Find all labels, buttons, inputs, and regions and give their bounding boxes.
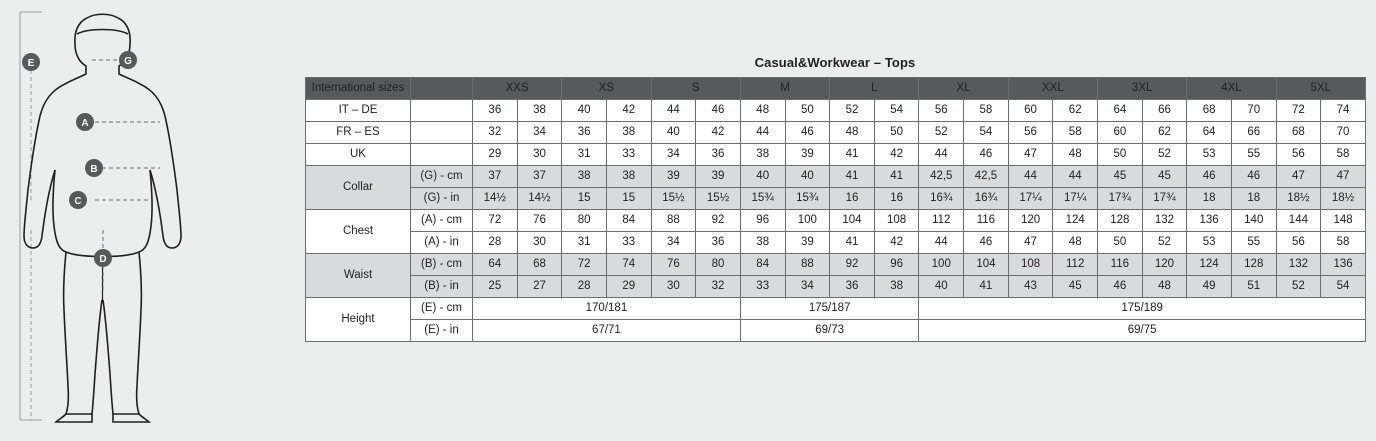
cell-value: 25 bbox=[473, 276, 518, 298]
cell-value: 29 bbox=[473, 144, 518, 166]
cell-value: 41 bbox=[830, 166, 875, 188]
cell-value: 104 bbox=[830, 210, 875, 232]
table-row bbox=[306, 100, 1366, 122]
cell-value-grouped: 69/73 bbox=[740, 320, 919, 342]
cell-value: 52 bbox=[1276, 276, 1321, 298]
cell-value: 60 bbox=[1098, 122, 1143, 144]
cell-value: 42,5 bbox=[919, 166, 964, 188]
cell-value: 70 bbox=[1231, 100, 1276, 122]
cell-value: 44 bbox=[919, 144, 964, 166]
row-sublabel: (E) - in bbox=[411, 320, 473, 342]
cell-value: 38 bbox=[740, 144, 785, 166]
cell-value: 39 bbox=[785, 232, 830, 254]
row-label: FR – ES bbox=[306, 122, 411, 144]
cell-value: 84 bbox=[606, 210, 651, 232]
header-size-xs: XS bbox=[562, 78, 651, 100]
cell-value: 124 bbox=[1187, 254, 1232, 276]
cell-value: 56 bbox=[919, 100, 964, 122]
table-row bbox=[306, 122, 1366, 144]
cell-value: 54 bbox=[964, 122, 1009, 144]
cell-value: 88 bbox=[785, 254, 830, 276]
cell-value: 30 bbox=[517, 232, 562, 254]
table-header-row bbox=[306, 78, 1366, 100]
cell-value: 41 bbox=[964, 276, 1009, 298]
cell-value: 104 bbox=[964, 254, 1009, 276]
cell-value: 18 bbox=[1187, 188, 1232, 210]
cell-value: 47 bbox=[1008, 232, 1053, 254]
cell-value: 15 bbox=[562, 188, 607, 210]
table-row bbox=[306, 144, 1366, 166]
table-body bbox=[306, 100, 1366, 342]
cell-value: 62 bbox=[1142, 122, 1187, 144]
cell-value: 74 bbox=[1321, 100, 1366, 122]
row-label: Chest bbox=[306, 210, 411, 254]
cell-value: 88 bbox=[651, 210, 696, 232]
cell-value: 132 bbox=[1142, 210, 1187, 232]
cell-value: 44 bbox=[919, 232, 964, 254]
table-row bbox=[306, 254, 1366, 276]
cell-value: 46 bbox=[785, 122, 830, 144]
table-header bbox=[306, 78, 1366, 100]
cell-value: 37 bbox=[473, 166, 518, 188]
cell-value: 108 bbox=[1008, 254, 1053, 276]
svg-text:A: A bbox=[81, 118, 89, 129]
cell-value: 46 bbox=[1187, 166, 1232, 188]
cell-value-grouped: 69/75 bbox=[919, 320, 1365, 342]
cell-value: 108 bbox=[874, 210, 919, 232]
cell-value: 45 bbox=[1098, 166, 1143, 188]
cell-value: 116 bbox=[964, 210, 1009, 232]
cell-value: 58 bbox=[1321, 232, 1366, 254]
cell-value: 96 bbox=[874, 254, 919, 276]
cell-value: 140 bbox=[1231, 210, 1276, 232]
cell-value: 136 bbox=[1187, 210, 1232, 232]
cell-value: 56 bbox=[1008, 122, 1053, 144]
table-row bbox=[306, 232, 1366, 254]
header-size-4xl: 4XL bbox=[1187, 78, 1276, 100]
cell-value: 51 bbox=[1231, 276, 1276, 298]
cell-value: 52 bbox=[1142, 232, 1187, 254]
cell-value: 66 bbox=[1231, 122, 1276, 144]
cell-value: 92 bbox=[696, 210, 741, 232]
cell-value: 53 bbox=[1187, 232, 1232, 254]
cell-value: 14½ bbox=[473, 188, 518, 210]
cell-value: 14½ bbox=[517, 188, 562, 210]
cell-value: 128 bbox=[1231, 254, 1276, 276]
cell-value: 38 bbox=[517, 100, 562, 122]
cell-value: 37 bbox=[517, 166, 562, 188]
cell-value: 53 bbox=[1187, 144, 1232, 166]
cell-value: 27 bbox=[517, 276, 562, 298]
table-row bbox=[306, 188, 1366, 210]
cell-value: 33 bbox=[606, 232, 651, 254]
row-label: UK bbox=[306, 144, 411, 166]
cell-value: 52 bbox=[830, 100, 875, 122]
table-row bbox=[306, 320, 1366, 342]
cell-value: 96 bbox=[740, 210, 785, 232]
cell-value: 84 bbox=[740, 254, 785, 276]
cell-value: 48 bbox=[1053, 144, 1098, 166]
cell-value: 31 bbox=[562, 144, 607, 166]
row-sublabel: (B) - cm bbox=[411, 254, 473, 276]
cell-value-grouped: 175/189 bbox=[919, 298, 1365, 320]
cell-value: 46 bbox=[1231, 166, 1276, 188]
cell-value: 42,5 bbox=[964, 166, 1009, 188]
cell-value: 16 bbox=[874, 188, 919, 210]
cell-value: 58 bbox=[964, 100, 1009, 122]
cell-value: 50 bbox=[1098, 144, 1143, 166]
cell-value: 42 bbox=[606, 100, 651, 122]
svg-text:C: C bbox=[74, 196, 82, 207]
cell-value: 16 bbox=[830, 188, 875, 210]
cell-value: 120 bbox=[1142, 254, 1187, 276]
row-sublabel: (A) - cm bbox=[411, 210, 473, 232]
cell-value: 41 bbox=[830, 144, 875, 166]
cell-value: 31 bbox=[562, 232, 607, 254]
cell-value: 50 bbox=[785, 100, 830, 122]
chart-title: Casual&Workwear – Tops bbox=[754, 55, 916, 70]
cell-value: 18½ bbox=[1321, 188, 1366, 210]
cell-value: 44 bbox=[1053, 166, 1098, 188]
cell-value: 18 bbox=[1231, 188, 1276, 210]
row-label: IT – DE bbox=[306, 100, 411, 122]
cell-value: 72 bbox=[473, 210, 518, 232]
row-sublabel bbox=[411, 100, 473, 122]
cell-value: 46 bbox=[1098, 276, 1143, 298]
cell-value: 72 bbox=[562, 254, 607, 276]
cell-value: 144 bbox=[1276, 210, 1321, 232]
row-sublabel bbox=[411, 122, 473, 144]
cell-value: 55 bbox=[1231, 144, 1276, 166]
cell-value: 136 bbox=[1321, 254, 1366, 276]
cell-value: 74 bbox=[606, 254, 651, 276]
cell-value: 40 bbox=[651, 122, 696, 144]
cell-value: 56 bbox=[1276, 144, 1321, 166]
cell-value: 76 bbox=[651, 254, 696, 276]
cell-value: 48 bbox=[740, 100, 785, 122]
cell-value: 28 bbox=[473, 232, 518, 254]
cell-value: 40 bbox=[740, 166, 785, 188]
cell-value: 38 bbox=[874, 276, 919, 298]
svg-text:E: E bbox=[27, 58, 35, 69]
cell-value: 34 bbox=[651, 144, 696, 166]
header-size-m: M bbox=[740, 78, 829, 100]
cell-value: 16¾ bbox=[919, 188, 964, 210]
cell-value: 112 bbox=[1053, 254, 1098, 276]
cell-value: 38 bbox=[606, 166, 651, 188]
cell-value: 29 bbox=[606, 276, 651, 298]
cell-value: 30 bbox=[651, 276, 696, 298]
cell-value: 34 bbox=[517, 122, 562, 144]
cell-value: 54 bbox=[874, 100, 919, 122]
cell-value: 47 bbox=[1321, 166, 1366, 188]
cell-value: 49 bbox=[1187, 276, 1232, 298]
cell-value: 43 bbox=[1008, 276, 1053, 298]
cell-value: 36 bbox=[830, 276, 875, 298]
svg-text:B: B bbox=[90, 164, 98, 175]
row-label: Waist bbox=[306, 254, 411, 298]
cell-value: 38 bbox=[740, 232, 785, 254]
cell-value: 50 bbox=[1098, 232, 1143, 254]
cell-value: 50 bbox=[874, 122, 919, 144]
cell-value: 112 bbox=[919, 210, 964, 232]
svg-text:G: G bbox=[124, 56, 132, 67]
row-sublabel: (G) - in bbox=[411, 188, 473, 210]
header-size-s: S bbox=[651, 78, 740, 100]
cell-value: 100 bbox=[785, 210, 830, 232]
cell-value: 44 bbox=[1008, 166, 1053, 188]
cell-value: 38 bbox=[562, 166, 607, 188]
cell-value: 52 bbox=[1142, 144, 1187, 166]
cell-value: 34 bbox=[785, 276, 830, 298]
cell-value: 36 bbox=[696, 144, 741, 166]
cell-value: 15½ bbox=[696, 188, 741, 210]
cell-value: 46 bbox=[696, 100, 741, 122]
row-sublabel: (E) - cm bbox=[411, 298, 473, 320]
cell-value: 100 bbox=[919, 254, 964, 276]
cell-value: 16¾ bbox=[964, 188, 1009, 210]
cell-value: 41 bbox=[874, 166, 919, 188]
cell-value: 80 bbox=[696, 254, 741, 276]
cell-value: 36 bbox=[473, 100, 518, 122]
table-row bbox=[306, 210, 1366, 232]
cell-value: 32 bbox=[473, 122, 518, 144]
cell-value: 33 bbox=[606, 144, 651, 166]
header-size-5xl: 5XL bbox=[1276, 78, 1365, 100]
size-table-area bbox=[305, 55, 1365, 342]
body-measurement-figure bbox=[0, 0, 300, 441]
cell-value: 34 bbox=[651, 232, 696, 254]
cell-value: 33 bbox=[740, 276, 785, 298]
cell-value: 40 bbox=[919, 276, 964, 298]
cell-value-grouped: 67/71 bbox=[473, 320, 741, 342]
cell-value: 45 bbox=[1053, 276, 1098, 298]
cell-value: 15¾ bbox=[785, 188, 830, 210]
cell-value: 58 bbox=[1321, 144, 1366, 166]
cell-value: 132 bbox=[1276, 254, 1321, 276]
cell-value: 46 bbox=[964, 144, 1009, 166]
cell-value: 42 bbox=[874, 144, 919, 166]
cell-value: 58 bbox=[1053, 122, 1098, 144]
cell-value: 40 bbox=[562, 100, 607, 122]
cell-value: 39 bbox=[785, 144, 830, 166]
cell-value: 44 bbox=[740, 122, 785, 144]
table-row bbox=[306, 298, 1366, 320]
cell-value-grouped: 170/181 bbox=[473, 298, 741, 320]
cell-value: 18½ bbox=[1276, 188, 1321, 210]
cell-value: 40 bbox=[785, 166, 830, 188]
cell-value: 70 bbox=[1321, 122, 1366, 144]
header-international-sizes: International sizes bbox=[306, 78, 411, 100]
header-size-xl: XL bbox=[919, 78, 1008, 100]
cell-value-grouped: 175/187 bbox=[740, 298, 919, 320]
row-sublabel: (G) - cm bbox=[411, 166, 473, 188]
svg-text:D: D bbox=[99, 254, 107, 265]
header-size-xxs: XXS bbox=[473, 78, 562, 100]
row-sublabel: (B) - in bbox=[411, 276, 473, 298]
header-size-xxl: XXL bbox=[1008, 78, 1097, 100]
cell-value: 44 bbox=[651, 100, 696, 122]
cell-value: 41 bbox=[830, 232, 875, 254]
cell-value: 17¼ bbox=[1053, 188, 1098, 210]
cell-value: 62 bbox=[1053, 100, 1098, 122]
cell-value: 15 bbox=[606, 188, 651, 210]
cell-value: 42 bbox=[696, 122, 741, 144]
cell-value: 64 bbox=[473, 254, 518, 276]
cell-value: 64 bbox=[1098, 100, 1143, 122]
header-size-3xl: 3XL bbox=[1098, 78, 1187, 100]
cell-value: 54 bbox=[1321, 276, 1366, 298]
cell-value: 80 bbox=[562, 210, 607, 232]
cell-value: 39 bbox=[696, 166, 741, 188]
cell-value: 36 bbox=[562, 122, 607, 144]
cell-value: 45 bbox=[1142, 166, 1187, 188]
cell-value: 39 bbox=[651, 166, 696, 188]
row-sublabel bbox=[411, 144, 473, 166]
cell-value: 52 bbox=[919, 122, 964, 144]
cell-value: 28 bbox=[562, 276, 607, 298]
cell-value: 32 bbox=[696, 276, 741, 298]
size-table bbox=[305, 77, 1366, 342]
cell-value: 68 bbox=[517, 254, 562, 276]
row-label: Collar bbox=[306, 166, 411, 210]
cell-value: 68 bbox=[1187, 100, 1232, 122]
cell-value: 68 bbox=[1276, 122, 1321, 144]
cell-value: 36 bbox=[696, 232, 741, 254]
cell-value: 128 bbox=[1098, 210, 1143, 232]
table-row bbox=[306, 276, 1366, 298]
cell-value: 66 bbox=[1142, 100, 1187, 122]
cell-value: 120 bbox=[1008, 210, 1053, 232]
cell-value: 64 bbox=[1187, 122, 1232, 144]
cell-value: 48 bbox=[1142, 276, 1187, 298]
row-label: Height bbox=[306, 298, 411, 342]
cell-value: 56 bbox=[1276, 232, 1321, 254]
cell-value: 92 bbox=[830, 254, 875, 276]
cell-value: 76 bbox=[517, 210, 562, 232]
cell-value: 15½ bbox=[651, 188, 696, 210]
row-sublabel: (A) - in bbox=[411, 232, 473, 254]
cell-value: 15¾ bbox=[740, 188, 785, 210]
cell-value: 72 bbox=[1276, 100, 1321, 122]
cell-value: 42 bbox=[874, 232, 919, 254]
cell-value: 60 bbox=[1008, 100, 1053, 122]
cell-value: 17¾ bbox=[1142, 188, 1187, 210]
cell-value: 124 bbox=[1053, 210, 1098, 232]
cell-value: 48 bbox=[1053, 232, 1098, 254]
cell-value: 46 bbox=[964, 232, 1009, 254]
cell-value: 17¼ bbox=[1008, 188, 1053, 210]
table-row bbox=[306, 166, 1366, 188]
header-measure-col bbox=[411, 78, 473, 100]
cell-value: 48 bbox=[830, 122, 875, 144]
cell-value: 30 bbox=[517, 144, 562, 166]
cell-value: 148 bbox=[1321, 210, 1366, 232]
cell-value: 38 bbox=[606, 122, 651, 144]
cell-value: 17¾ bbox=[1098, 188, 1143, 210]
cell-value: 47 bbox=[1276, 166, 1321, 188]
cell-value: 116 bbox=[1098, 254, 1143, 276]
cell-value: 47 bbox=[1008, 144, 1053, 166]
cell-value: 55 bbox=[1231, 232, 1276, 254]
header-size-l: L bbox=[830, 78, 919, 100]
